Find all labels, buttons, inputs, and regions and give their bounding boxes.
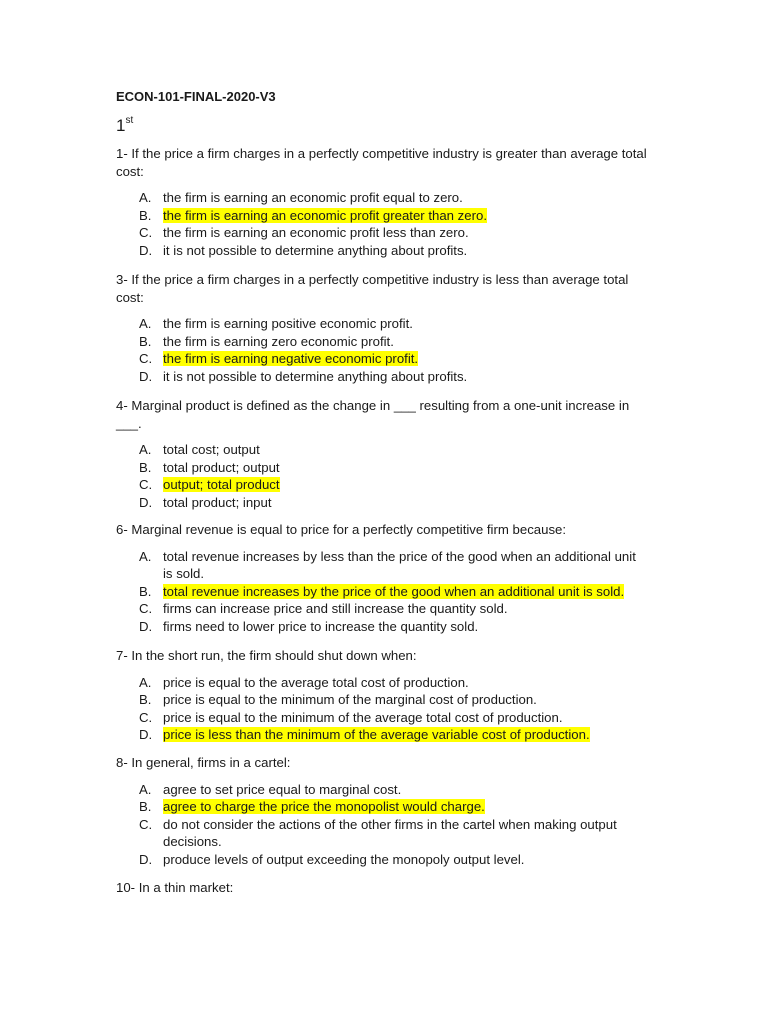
option-text: the firm is earning an economic profit less than zero. (163, 225, 469, 241)
option-text: total product; output (163, 459, 280, 475)
option-text-wrap (163, 816, 646, 851)
option-text: price is equal to the average total cost of production. (163, 674, 469, 690)
question (116, 145, 656, 260)
answer-option (116, 350, 656, 368)
option-letter: C. (139, 351, 153, 367)
option-text-wrap (163, 368, 646, 386)
option-letter: D. (139, 368, 153, 384)
option-text: the firm is earning an economic profit equal to zero. (163, 190, 463, 206)
question (116, 879, 656, 906)
option-letter: D. (139, 851, 153, 867)
option-letter: B. (139, 583, 152, 599)
highlighted-answer: price is less than the minimum of the average variable cost of production. (163, 727, 590, 743)
answer-option (116, 691, 656, 709)
question-stem: 1- If the price a firm charges in a perfectly competitive industry is greater than average total cost: (116, 146, 647, 179)
answer-options (116, 674, 656, 744)
option-text-wrap (163, 618, 646, 636)
answer-option (116, 368, 656, 386)
option-text-wrap (163, 333, 646, 351)
option-letter: A. (139, 674, 152, 690)
highlighted-answer: the firm is earning an economic profit greater than zero. (163, 207, 487, 223)
option-text-wrap (163, 476, 646, 494)
option-text-wrap (163, 548, 646, 583)
question (116, 271, 656, 386)
option-letter: A. (139, 781, 152, 797)
option-letter: D. (139, 494, 153, 510)
option-text-wrap (163, 709, 646, 727)
answer-option (116, 726, 656, 744)
option-text-wrap (163, 207, 646, 225)
answer-option (116, 224, 656, 242)
option-text-wrap (163, 726, 646, 744)
answer-option (116, 798, 656, 816)
option-text-wrap (163, 583, 646, 601)
option-text: total cost; output (163, 442, 260, 458)
option-letter: C. (139, 816, 153, 832)
option-letter: A. (139, 442, 152, 458)
answer-options (116, 315, 656, 385)
option-text-wrap (163, 691, 646, 709)
option-text-wrap (163, 189, 646, 207)
question-stem: 4- Marginal product is defined as the change in ___ resulting from a one-unit increase in ___. (116, 398, 630, 431)
answer-option (116, 583, 656, 601)
option-letter: A. (139, 548, 152, 564)
option-text: it is not possible to determine anything about profits. (163, 242, 468, 258)
section-marker (116, 116, 133, 136)
option-text: firms can increase price and still increase the quantity sold. (163, 601, 508, 617)
option-letter: B. (139, 799, 152, 815)
option-letter: C. (139, 225, 153, 241)
question (116, 754, 656, 869)
option-text-wrap (163, 315, 646, 333)
option-text-wrap (163, 350, 646, 368)
option-text: price is equal to the minimum of the marginal cost of production. (163, 692, 537, 708)
option-letter: A. (139, 316, 152, 332)
option-letter: C. (139, 477, 153, 493)
answer-option (116, 851, 656, 869)
option-text-wrap (163, 242, 646, 260)
option-text: produce levels of output exceeding the monopoly output level. (163, 851, 525, 867)
option-text: total product; input (163, 494, 272, 510)
answer-option (116, 674, 656, 692)
question (116, 647, 656, 744)
option-letter: D. (139, 618, 153, 634)
option-text-wrap (163, 494, 646, 512)
option-letter: B. (139, 692, 152, 708)
answer-option (116, 618, 656, 636)
option-text: the firm is earning positive economic profit. (163, 316, 413, 332)
answer-option (116, 189, 656, 207)
option-text: agree to set price equal to marginal cost. (163, 781, 402, 797)
option-text: total revenue increases by less than the price of the good when an additional unit is sold. (163, 548, 636, 582)
question-stem: 8- In general, firms in a cartel: (116, 755, 291, 770)
answer-options (116, 548, 656, 636)
section-suffix: st (125, 115, 134, 126)
option-text: price is equal to the minimum of the average total cost of production. (163, 709, 563, 725)
question-stem: 7- In the short run, the firm should shut down when: (116, 648, 417, 663)
answer-options (116, 781, 656, 869)
answer-option (116, 333, 656, 351)
option-text-wrap (163, 798, 646, 816)
question-stem: 10- In a thin market: (116, 880, 234, 895)
answer-option (116, 494, 656, 512)
question-stem: 3- If the price a firm charges in a perfectly competitive industry is less than average total cost: (116, 272, 629, 305)
answer-option (116, 709, 656, 727)
answer-option (116, 315, 656, 333)
highlighted-answer: total revenue increases by the price of the good when an additional unit is sold. (163, 583, 625, 599)
answer-option (116, 242, 656, 260)
highlighted-answer: agree to charge the price the monopolist would charge. (163, 799, 485, 815)
answer-option (116, 600, 656, 618)
option-text: it is not possible to determine anything about profits. (163, 368, 468, 384)
option-text: the firm is earning zero economic profit. (163, 333, 394, 349)
option-letter: B. (139, 333, 152, 349)
option-letter: B. (139, 459, 152, 475)
option-letter: B. (139, 207, 152, 223)
option-text-wrap (163, 674, 646, 692)
option-text-wrap (163, 851, 646, 869)
option-text-wrap (163, 600, 646, 618)
answer-option (116, 459, 656, 477)
option-text-wrap (163, 781, 646, 799)
answer-option (116, 548, 656, 583)
answer-options (116, 189, 656, 259)
highlighted-answer: the firm is earning negative economic profit. (163, 351, 419, 367)
option-text-wrap (163, 441, 646, 459)
question (116, 521, 656, 636)
question (116, 397, 656, 512)
question-stem: 6- Marginal revenue is equal to price for a perfectly competitive firm because: (116, 522, 567, 537)
section-number: 1 (116, 116, 126, 135)
option-text-wrap (163, 224, 646, 242)
option-letter: C. (139, 601, 153, 617)
answer-options (116, 441, 656, 511)
option-letter: C. (139, 709, 153, 725)
option-text: firms need to lower price to increase the quantity sold. (163, 618, 479, 634)
option-text-wrap (163, 459, 646, 477)
option-text: do not consider the actions of the other firms in the cartel when making output decisions. (163, 816, 617, 850)
answer-option (116, 781, 656, 799)
highlighted-answer: output; total product (163, 477, 280, 493)
answer-option (116, 441, 656, 459)
option-letter: D. (139, 727, 153, 743)
answer-option (116, 816, 656, 851)
option-letter: A. (139, 190, 152, 206)
answer-option (116, 476, 656, 494)
option-letter: D. (139, 242, 153, 258)
document-title: ECON-101-FINAL-2020-V3 (116, 89, 276, 104)
answer-option (116, 207, 656, 225)
